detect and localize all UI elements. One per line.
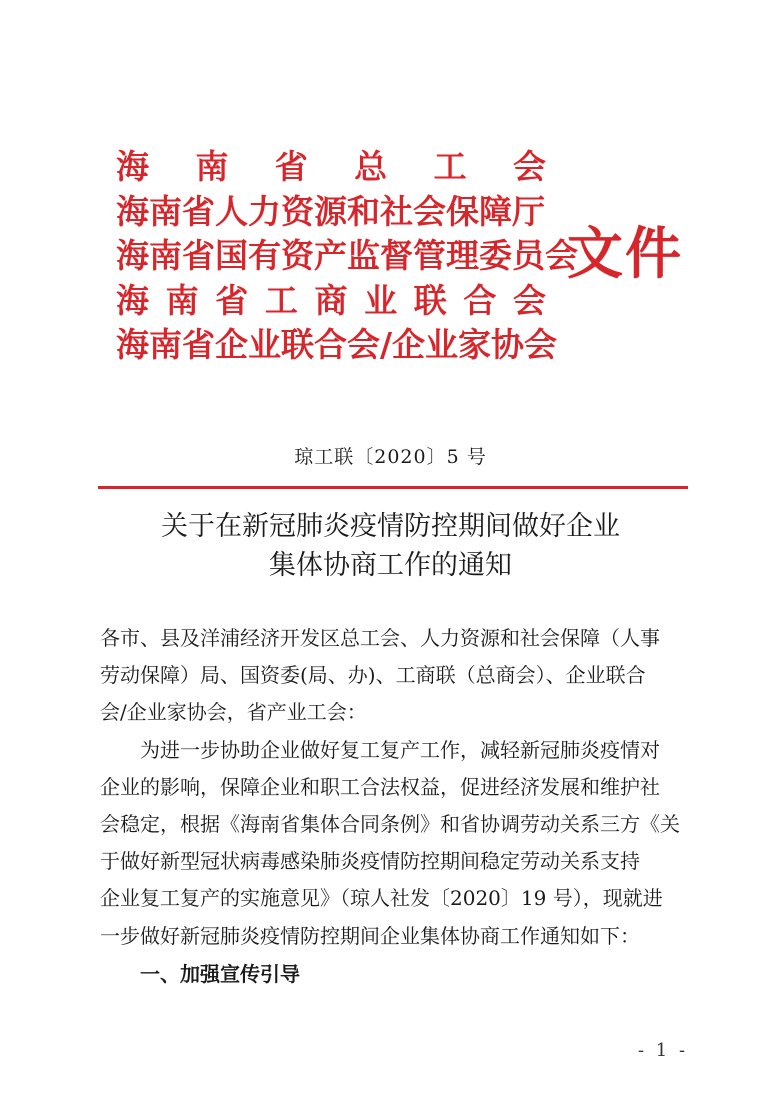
document-body: [100, 620, 690, 955]
page-number: - 1 -: [638, 1040, 689, 1061]
org-line-3: 海南省国有资产监督管理委员会: [116, 236, 578, 275]
org-line-4-char: 南: [165, 280, 199, 320]
title-line-1: 关于在新冠肺炎疫情防控期间做好企业: [161, 511, 620, 542]
document-label: 文件: [567, 221, 683, 287]
section-heading: 一、加强宣传引导: [140, 962, 300, 986]
body-line: 于做好新型冠状病毒感染肺炎疫情防控期间稳定劳动关系支持: [100, 849, 640, 874]
title-line-2: 集体协商工作的通知: [269, 550, 512, 581]
body-line: 为进一步协助企业做好复工复产工作，减轻新冠肺炎疫情对: [140, 737, 660, 762]
org-line-4-char: 商: [314, 280, 348, 320]
org-line-1: [116, 147, 546, 186]
red-divider: [98, 486, 688, 489]
org-line-1-char: 工: [433, 147, 467, 186]
body-line: 会稳定，根据《海南省集体合同条例》和省协调劳动关系三方《关: [100, 811, 680, 836]
org-line-4-char: 省: [215, 280, 249, 320]
org-line-1-char: 海: [116, 147, 149, 186]
org-line-1-char: 南: [195, 147, 229, 186]
org-line-4-char: 业: [364, 280, 398, 320]
org-line-1-char: 总: [354, 147, 388, 186]
org-line-4-char: 合: [463, 280, 497, 320]
body-line: 一步做好新冠肺炎疫情防控期间企业集体协商工作通知如下：: [100, 923, 640, 948]
document-title: [0, 507, 781, 585]
body-line: 会/企业家协会，省产业工会：: [100, 700, 367, 725]
org-line-5: 海南省企业联合会/企业家协会: [116, 325, 558, 364]
org-line-1-char: 省: [274, 147, 308, 186]
org-line-4: [116, 280, 546, 320]
issuing-organizations: [116, 147, 578, 373]
org-line-2: 海南省人力资源和社会保障厅: [116, 191, 545, 231]
document-number: 琼工联〔2020〕5 号: [294, 446, 487, 468]
body-line: 企业复工复产的实施意见》（琼人社发〔2020〕19 号），现就进: [100, 886, 663, 911]
org-line-1-char: 会: [512, 147, 546, 186]
body-line: 各市、县及洋浦经济开发区总工会、人力资源和社会保障（人事: [100, 626, 660, 650]
org-line-4-char: 会: [513, 280, 546, 320]
body-line: 企业的影响，保障企业和职工合法权益，促进经济发展和维护社: [100, 774, 660, 799]
body-line: 劳动保障）局、国资委(局、办)、工商联（总商会）、企业联合: [100, 663, 646, 688]
org-line-4-char: 海: [116, 280, 149, 320]
org-line-4-char: 联: [413, 280, 447, 320]
org-line-4-char: 工: [264, 280, 298, 320]
